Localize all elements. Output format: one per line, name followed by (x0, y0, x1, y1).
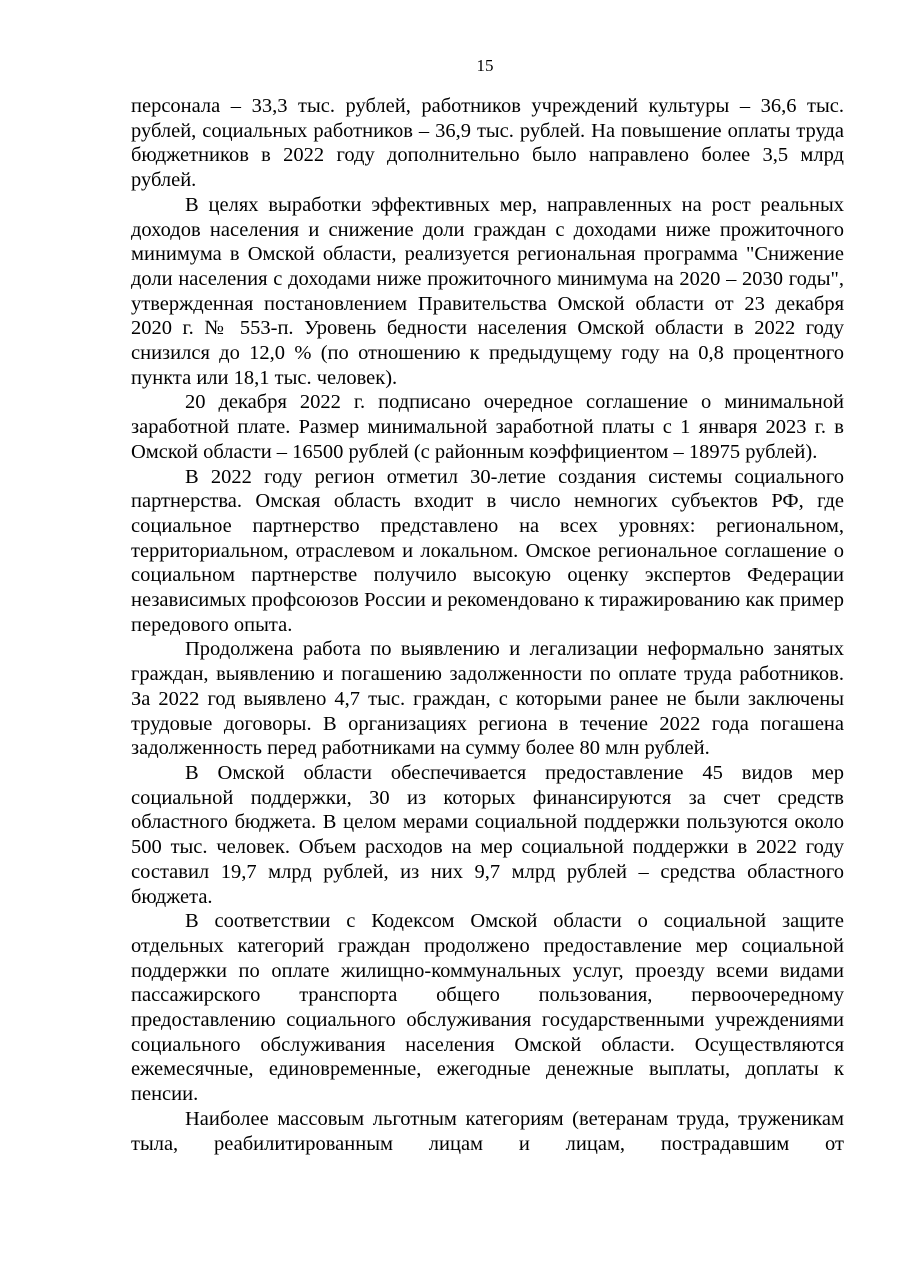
paragraph-minimum-wage: 20 декабря 2022 г. подписано очередное соглашение о минимальной заработной плате. Размер минимальной заработной платы с 1 января 2023 г. в Омской области – 16500 рублей (с районным коэффициентом – 18975 рублей). (131, 391, 844, 463)
paragraph-benefit-categories: Наиболее массовым льготным категориям (ветеранам труда, труженикам тыла, реабилитированным лицам и лицам, пострадавшим от (131, 1107, 844, 1155)
paragraph-social-protection-code: В соответствии с Кодексом Омской области о социальной защите отдельных категорий граждан продолжено предоставление мер социальной поддержки по оплате жилищно-коммунальных услуг, проезду всеми видами пассажирского транспорта общего пользования, первоочередному предоставлению социального обслуживания государственными учреждениями социального обслуживания населения Омской области. Осуществляются ежемесячные, единовременные, ежегодные денежные выплаты, доплаты к пенсии. (131, 910, 844, 1106)
paragraph-salary-continuation: персонала – 33,3 тыс. рублей, работников учреждений культуры – 36,6 тыс. рублей, социальных работников – 36,9 тыс. рублей. На повышение оплаты труда бюджетников в 2022 году дополнительно было направлено более 3,5 млрд рублей. (131, 95, 844, 192)
page-number: 15 (476, 56, 494, 75)
paragraph-social-support: В Омской области обеспечивается предоставление 45 видов мер социальной поддержки, 30 из которых финансируются за счет средств областного бюджета. В целом мерами социальной поддержки пользуются около 500 тыс. человек. Объем расходов на мер социальной поддержки в 2022 году составил 19,7 млрд рублей, из них 9,7 млрд рублей – средства областного бюджета. (131, 761, 844, 908)
paragraph-poverty-program: В целях выработки эффективных мер, направленных на рост реальных доходов населения и снижение доли граждан с доходами ниже прожиточного минимума в Омской области, реализуется региональная программа "Снижение доли населения с доходами ниже прожиточного минимума на 2020 – 2030 годы", утвержденная постановлением Правительства Омской области от 23 декабря 2020 г. № 553-п. Уровень бедности населения Омской области в 2022 году снизился до 12,0 % (по отношению к предыдущему году на 0,8 процентного пункта или 18,1 тыс. человек). (131, 193, 844, 389)
paragraph-informal-employment: Продолжена работа по выявлению и легализации неформально занятых граждан, выявлению и погашению задолженности по оплате труда работников. За 2022 год выявлено 4,7 тыс. граждан, с которыми ранее не были заключены трудовые договоры. В организациях региона в течение 2022 года погашена задолженность перед работниками на сумму более 80 млн рублей. (131, 638, 844, 760)
document-body (131, 94, 844, 1156)
paragraph-social-partnership: В 2022 году регион отметил 30-летие создания системы социального партнерства. Омская область входит в число немногих субъектов РФ, где социальное партнерство представлено на всех уровнях: региональном, территориальном, отраслевом и локальном. Омское региональное соглашение о социальном партнерстве получило высокую оценку экспертов Федерации независимых профсоюзов России и рекомендовано к тиражированию как пример передового опыта. (131, 465, 844, 636)
